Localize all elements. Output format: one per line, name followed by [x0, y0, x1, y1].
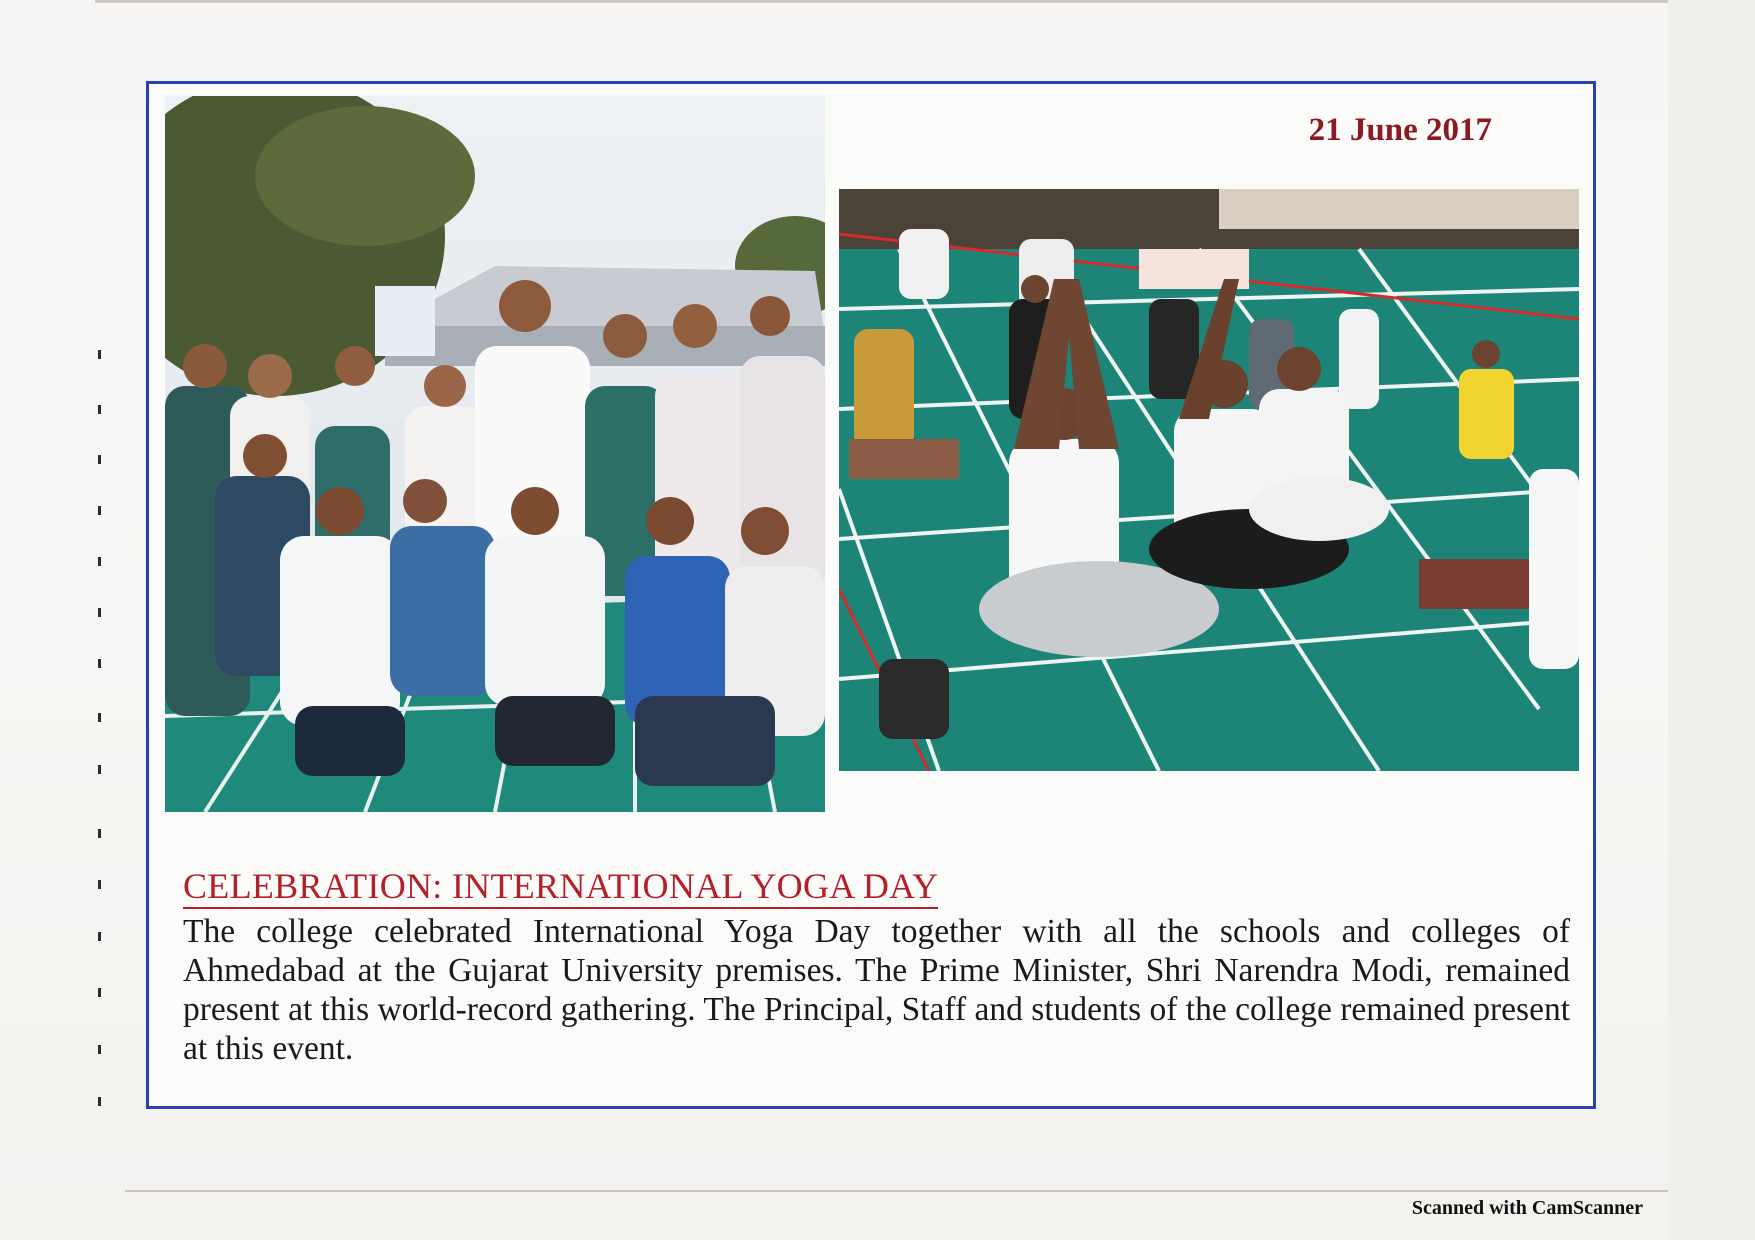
- article-body: The college celebrated International Yoga Day together with all the schools and colleges of Ahmedabad at the Gujarat University premises. The Prime Minister, Shri Narendra Modi, remained present at this world-record gathering. The Principal, Staff and students of the college remained present at this event.: [183, 913, 1570, 1067]
- page-top-edge: [95, 0, 1668, 3]
- group-photo: [165, 96, 825, 812]
- page-bottom-edge: [125, 1190, 1668, 1192]
- scanner-watermark: Scanned with CamScanner: [1411, 1197, 1643, 1219]
- event-date: 21 June 2017: [1308, 112, 1492, 148]
- yoga-session-photo: [839, 189, 1579, 771]
- article-heading: CELEBRATION: INTERNATIONAL YOGA DAY: [183, 866, 938, 909]
